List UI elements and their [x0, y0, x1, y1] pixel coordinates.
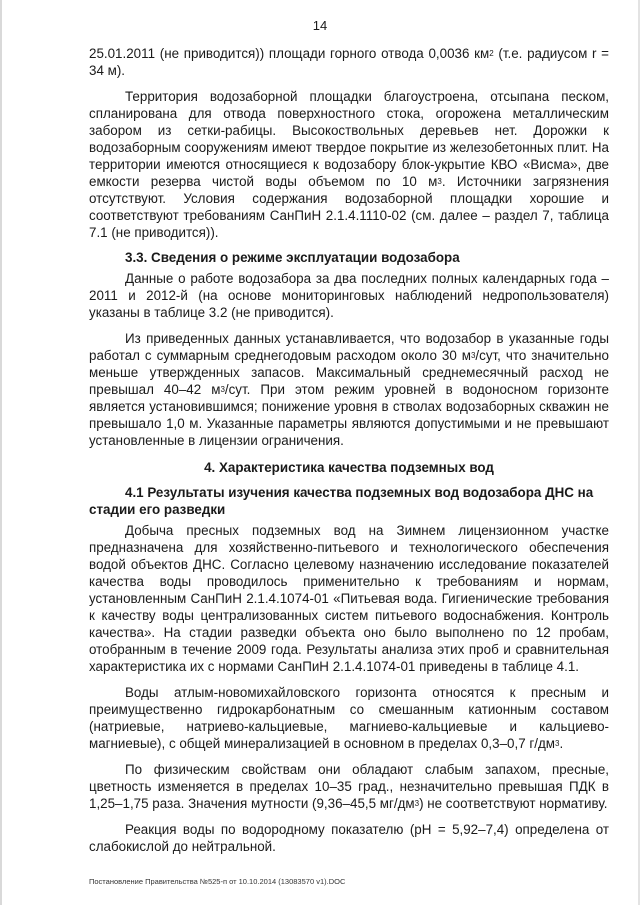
- section-heading-3-3: 3.3. Сведения о режиме эксплуатации водозабора: [125, 250, 460, 265]
- section-heading-4: 4. Характеристика качества подземных вод: [204, 460, 494, 475]
- page-number: 14: [312, 18, 328, 33]
- paragraph-water-quality-study: Добыча пресных подземных вод на Зимнем лицензионном участке предназначена для хозяйственно-питьевого и технологического обеспечения водой объектов ДНС. Согласно целевому назначению исследование показателей качества воды проводилось применительно к требованиям и нормам, установленным СанПиН 2.1.4.1074-01 «Питьевая вода. Гигиенические требования к качеству воды централизованных систем питьевого водоснабжения. Контроль качества». На стадии разведки объекта оно было выполнено по 12 пробам, отобранным в течение 2009 года. Результаты анализа этих проб и сравнительная характеристика их с нормами СанПиН 2.1.4.1074-01 приведены в таблице 4.1.: [89, 523, 609, 674]
- paragraph-water-composition: Воды атлым-новомихайловского горизонта относятся к пресным и преимущественно гидрокарбонатным со смешанным катионным составом (натриевые, натриево-кальциевые, магниево-кальциевые и кальциево-магниевые), с общей минерализацией в основном в пределах 0,3–0,7 $г/дм^3$.: [89, 685, 609, 751]
- paragraph-ph-reaction: Реакция воды по водородному показателю (pH = 5,92–7,4) определена от слабокислой до нейтральной.: [89, 822, 609, 854]
- scan-edge-left: [0, 0, 2, 905]
- document-body: [89, 45, 609, 855]
- paragraph-physical-properties: По физическим свойствам они обладают слабым запахом, пресные, цветность изменяется в пределах 10–35 град., незначительно превышая ПДК в 1,25–1,75 раза. Значения мутности (9,36–45,5 $мг/дм^3$) не соответствуют нормативу.: [89, 762, 609, 811]
- paragraph-operation-data: Данные о работе водозабора за два последних полных календарных года – 2011 и 2012-й (на основе мониторинговых наблюдений недропользователя) указаны в таблице 3.2 (не приводится).: [89, 271, 609, 320]
- section-heading-4-1: 4.1 Результаты изучения качества подземных вод водозабора ДНС на стадии его разведки: [89, 485, 594, 517]
- paragraph-operation-analysis: Из приведенных данных устанавливается, что водозабор в указанные годы работал с суммарным среднегодовым расходом около 30 $м^3$/сут, что значительно меньше утвержденных запасов. Максимальный среднемесячный расход не превышал 40–42 $м^3$/сут. При этом режим уровней в водоносном горизонте является установившимся; понижение уровня в стволах водозаборных скважин не превышало 1,0 м. Указанные параметры являются допустимыми и не превышают установленные в лицензии ограничения.: [89, 331, 609, 448]
- paragraph-territory: Территория водозаборной площадки благоустроена, отсыпана песком, спланирована для отвода поверхностного стока, огорожена металлическим забором из сетки-рабицы. Высокоствольных деревьев нет. Дорожки к водозаборным сооружениям имеют твердое покрытие из железобетонных плит. На территории имеются относящиеся к водозабору блок-укрытие КВО «Висма», две емкости резерва чистой воды объемом по 10 $м^3$. Источники загрязнения отсутствуют. Условия содержания водозаборной площадки хорошие и соответствуют требованиям СанПиН 2.1.4.1110-02 (см. далее – раздел 7, таблица 7.1 (не приводится)).: [89, 89, 609, 240]
- document-footer: Постановление Правительства №525-п от 10.10.2014 (13083570 v1).DOC: [89, 877, 346, 886]
- paragraph-mining-allotment: 25.01.2011 (не приводится)) площади горного отвода 0,0036 $км^2$ (т.е. радиусом r = 34 м).: [89, 46, 609, 78]
